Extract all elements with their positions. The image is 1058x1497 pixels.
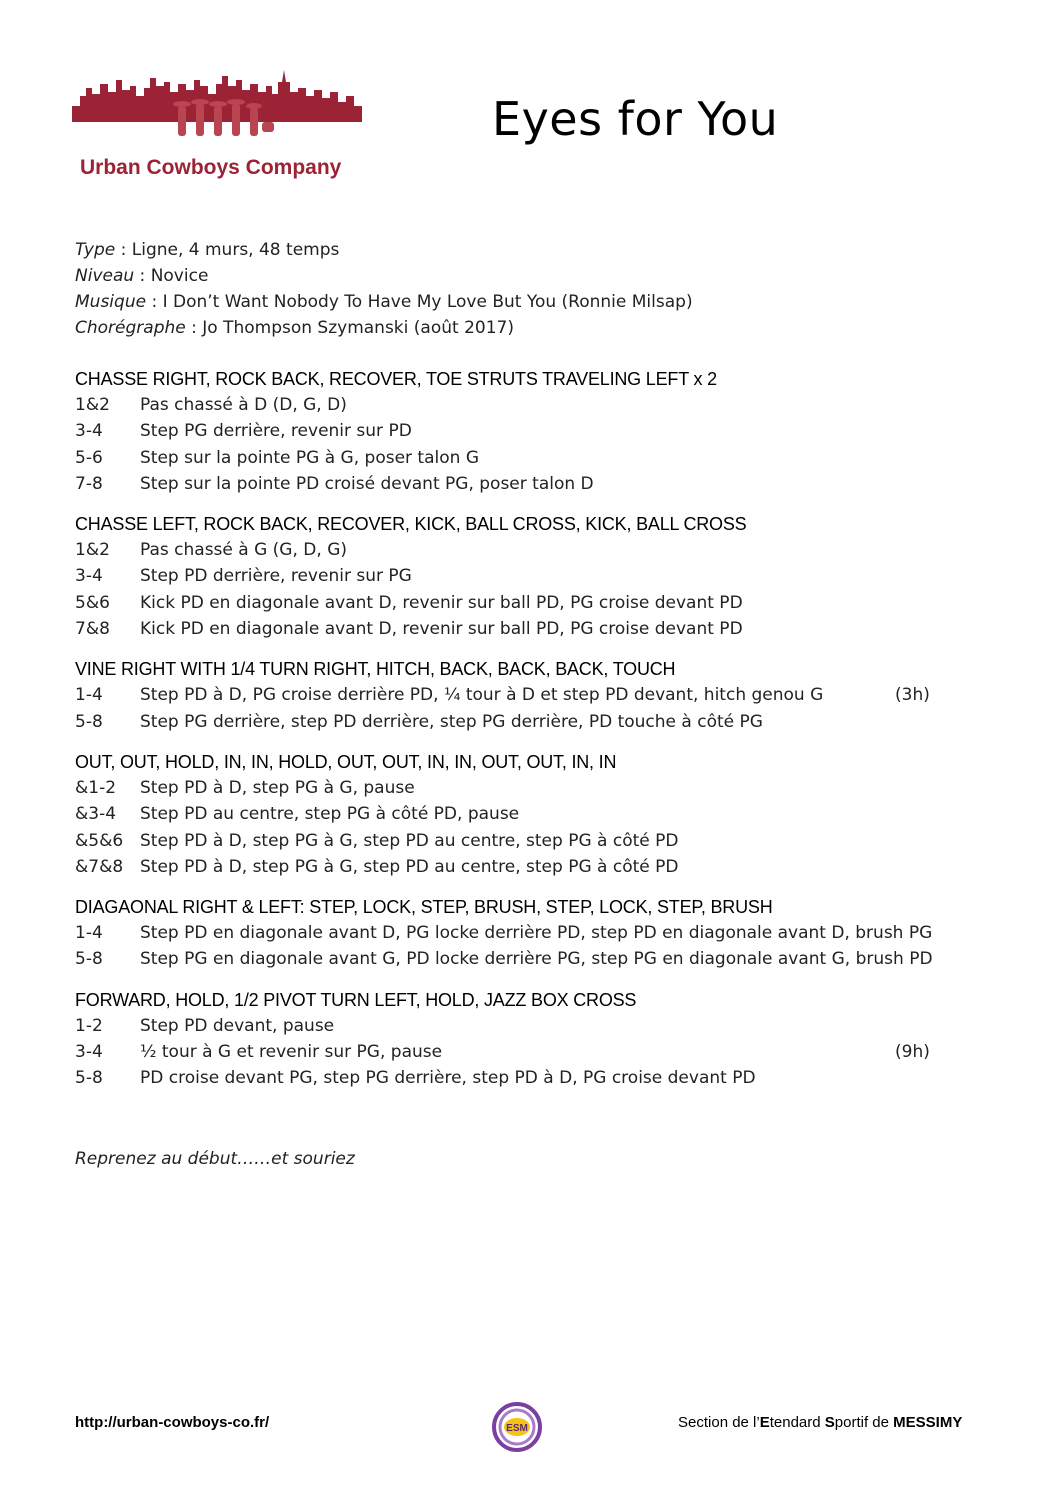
step-count: 7&8 <box>75 619 110 640</box>
step-count: 7-8 <box>75 473 103 494</box>
step-count: 5-6 <box>75 447 103 468</box>
footer-initial: S <box>824 1414 835 1431</box>
step-row <box>75 828 955 854</box>
section-title: FORWARD, HOLD, 1/2 PIVOT TURN LEFT, HOLD, JAZZ BOX CROSS <box>75 989 637 1010</box>
step-count: 3-4 <box>75 1042 103 1063</box>
page-title: Eyes for You <box>492 92 779 146</box>
step-count: 5-8 <box>75 711 103 732</box>
step-row <box>75 392 955 418</box>
step-sections <box>75 366 955 1106</box>
step-row <box>75 1013 955 1039</box>
wall-direction: (3h) <box>895 685 930 706</box>
footer-text: portif de <box>834 1414 894 1431</box>
info-level <box>75 263 693 289</box>
step-row <box>75 590 955 616</box>
step-text: PD croise devant PG, step PG derrière, step PD à D, PG croise devant PD <box>140 1068 756 1089</box>
footer-website-link[interactable]: http://urban-cowboys-co.fr/ <box>75 1414 270 1431</box>
step-count: 1-2 <box>75 1015 103 1036</box>
info-value: : Jo Thompson Szymanski (août 2017) <box>185 318 514 338</box>
company-logo <box>70 66 365 186</box>
info-choreographer <box>75 315 693 341</box>
section-title: CHASSE RIGHT, ROCK BACK, RECOVER, TOE STRUTS TRAVELING LEFT x 2 <box>75 369 717 389</box>
step-row <box>75 801 955 827</box>
step-section <box>75 987 955 1092</box>
step-text: ½ tour à G et revenir sur PG, pause <box>140 1042 443 1063</box>
closing-note: Reprenez au début……et souriez <box>75 1149 355 1169</box>
step-row <box>75 854 955 880</box>
section-title: VINE RIGHT WITH 1/4 TURN RIGHT, HITCH, BACK, BACK, BACK, TOUCH <box>75 659 676 680</box>
info-value: : Novice <box>134 266 209 286</box>
step-row <box>75 946 955 972</box>
step-count: 5&6 <box>75 592 110 613</box>
step-text: Step PD à D, step PG à G, step PD au centre, step PG à côté PD <box>140 830 679 851</box>
skyline-logo-graphic <box>70 66 365 156</box>
step-row <box>75 563 955 589</box>
footer-club-section <box>678 1414 962 1431</box>
step-text: Step PD à D, step PG à G, step PD au centre, step PG à côté PD <box>140 856 679 877</box>
step-count: &3-4 <box>75 804 117 825</box>
footer-text: Section de l’ <box>678 1414 760 1431</box>
footer-city: MESSIMY <box>893 1414 963 1431</box>
step-text: Step PG derrière, step PD derrière, step PG derrière, PD touche à côté PG <box>140 711 763 732</box>
step-row <box>75 709 955 735</box>
step-count: 3-4 <box>75 421 103 442</box>
step-count: 3-4 <box>75 566 103 587</box>
info-type <box>75 237 693 263</box>
step-count: 1&2 <box>75 540 110 561</box>
step-text: Step PG en diagonale avant G, PD locke derrière PG, step PG en diagonale avant G, brush PD <box>140 949 933 970</box>
step-count: &5&6 <box>75 830 124 851</box>
step-count: &7&8 <box>75 856 124 877</box>
info-label: Niveau <box>75 266 135 286</box>
section-title: DIAGAONAL RIGHT & LEFT: STEP, LOCK, STEP, BRUSH, STEP, LOCK, STEP, BRUSH <box>75 897 773 918</box>
step-text: Pas chassé à D (D, G, D) <box>140 395 347 415</box>
footer-text: tendard <box>769 1414 825 1431</box>
logo-company-name: Urban Cowboys Company <box>80 156 342 179</box>
step-text: Step PD devant, pause <box>140 1015 335 1036</box>
step-section <box>75 894 955 973</box>
step-count: &1-2 <box>75 777 117 798</box>
step-text: Step PD derrière, revenir sur PG <box>140 566 412 587</box>
step-text: Step PG derrière, revenir sur PD <box>140 421 412 442</box>
dance-info <box>75 237 693 341</box>
step-row <box>75 418 955 444</box>
info-label: Musique <box>75 292 147 312</box>
step-section <box>75 511 955 642</box>
step-row <box>75 471 955 497</box>
step-row <box>75 537 955 563</box>
step-section <box>75 366 955 497</box>
info-label: Chorégraphe <box>75 318 186 338</box>
step-row <box>75 616 955 642</box>
step-text: Step PD en diagonale avant D, PG locke derrière PD, step PD en diagonale avant D, brush PG <box>140 923 933 944</box>
step-row <box>75 1039 955 1065</box>
step-row <box>75 775 955 801</box>
step-section <box>75 656 955 735</box>
step-count: 5-8 <box>75 1068 103 1089</box>
step-count: 1-4 <box>75 685 103 706</box>
step-text: Step sur la pointe PG à G, poser talon G <box>140 447 479 468</box>
step-text: Step sur la pointe PD croisé devant PG, poser talon D <box>140 473 594 494</box>
info-music <box>75 289 693 315</box>
step-row <box>75 920 955 946</box>
esm-logo <box>491 1401 543 1453</box>
info-value: : I Don’t Want Nobody To Have My Love But You (Ronnie Milsap) <box>146 292 693 312</box>
step-row <box>75 682 955 708</box>
wall-direction: (9h) <box>895 1042 930 1063</box>
step-text: Kick PD en diagonale avant D, revenir sur ball PD, PG croise devant PD <box>140 619 743 640</box>
step-text: Step PD à D, step PG à G, pause <box>140 777 415 798</box>
info-value: : Ligne, 4 murs, 48 temps <box>115 240 340 260</box>
esm-logo-graphic <box>491 1401 543 1453</box>
step-count: 1-4 <box>75 923 103 944</box>
section-title: CHASSE LEFT, ROCK BACK, RECOVER, KICK, BALL CROSS, KICK, BALL CROSS <box>75 514 747 535</box>
esm-logo-text: ESM <box>506 1423 528 1434</box>
section-title: OUT, OUT, HOLD, IN, IN, HOLD, OUT, OUT, IN, IN, OUT, OUT, IN, IN <box>75 751 617 772</box>
step-section <box>75 749 955 880</box>
step-text: Pas chassé à G (G, D, G) <box>140 540 347 561</box>
step-text: Step PD au centre, step PG à côté PD, pause <box>140 804 520 825</box>
step-count: 5-8 <box>75 949 103 970</box>
step-row <box>75 1065 955 1091</box>
footer-initial: E <box>759 1414 770 1431</box>
step-text: Step PD à D, PG croise derrière PD, ¼ tour à D et step PD devant, hitch genou G <box>140 685 824 706</box>
step-row <box>75 445 955 471</box>
step-text: Kick PD en diagonale avant D, revenir sur ball PD, PG croise devant PD <box>140 592 743 613</box>
step-count: 1&2 <box>75 395 110 415</box>
info-label: Type <box>75 240 116 260</box>
